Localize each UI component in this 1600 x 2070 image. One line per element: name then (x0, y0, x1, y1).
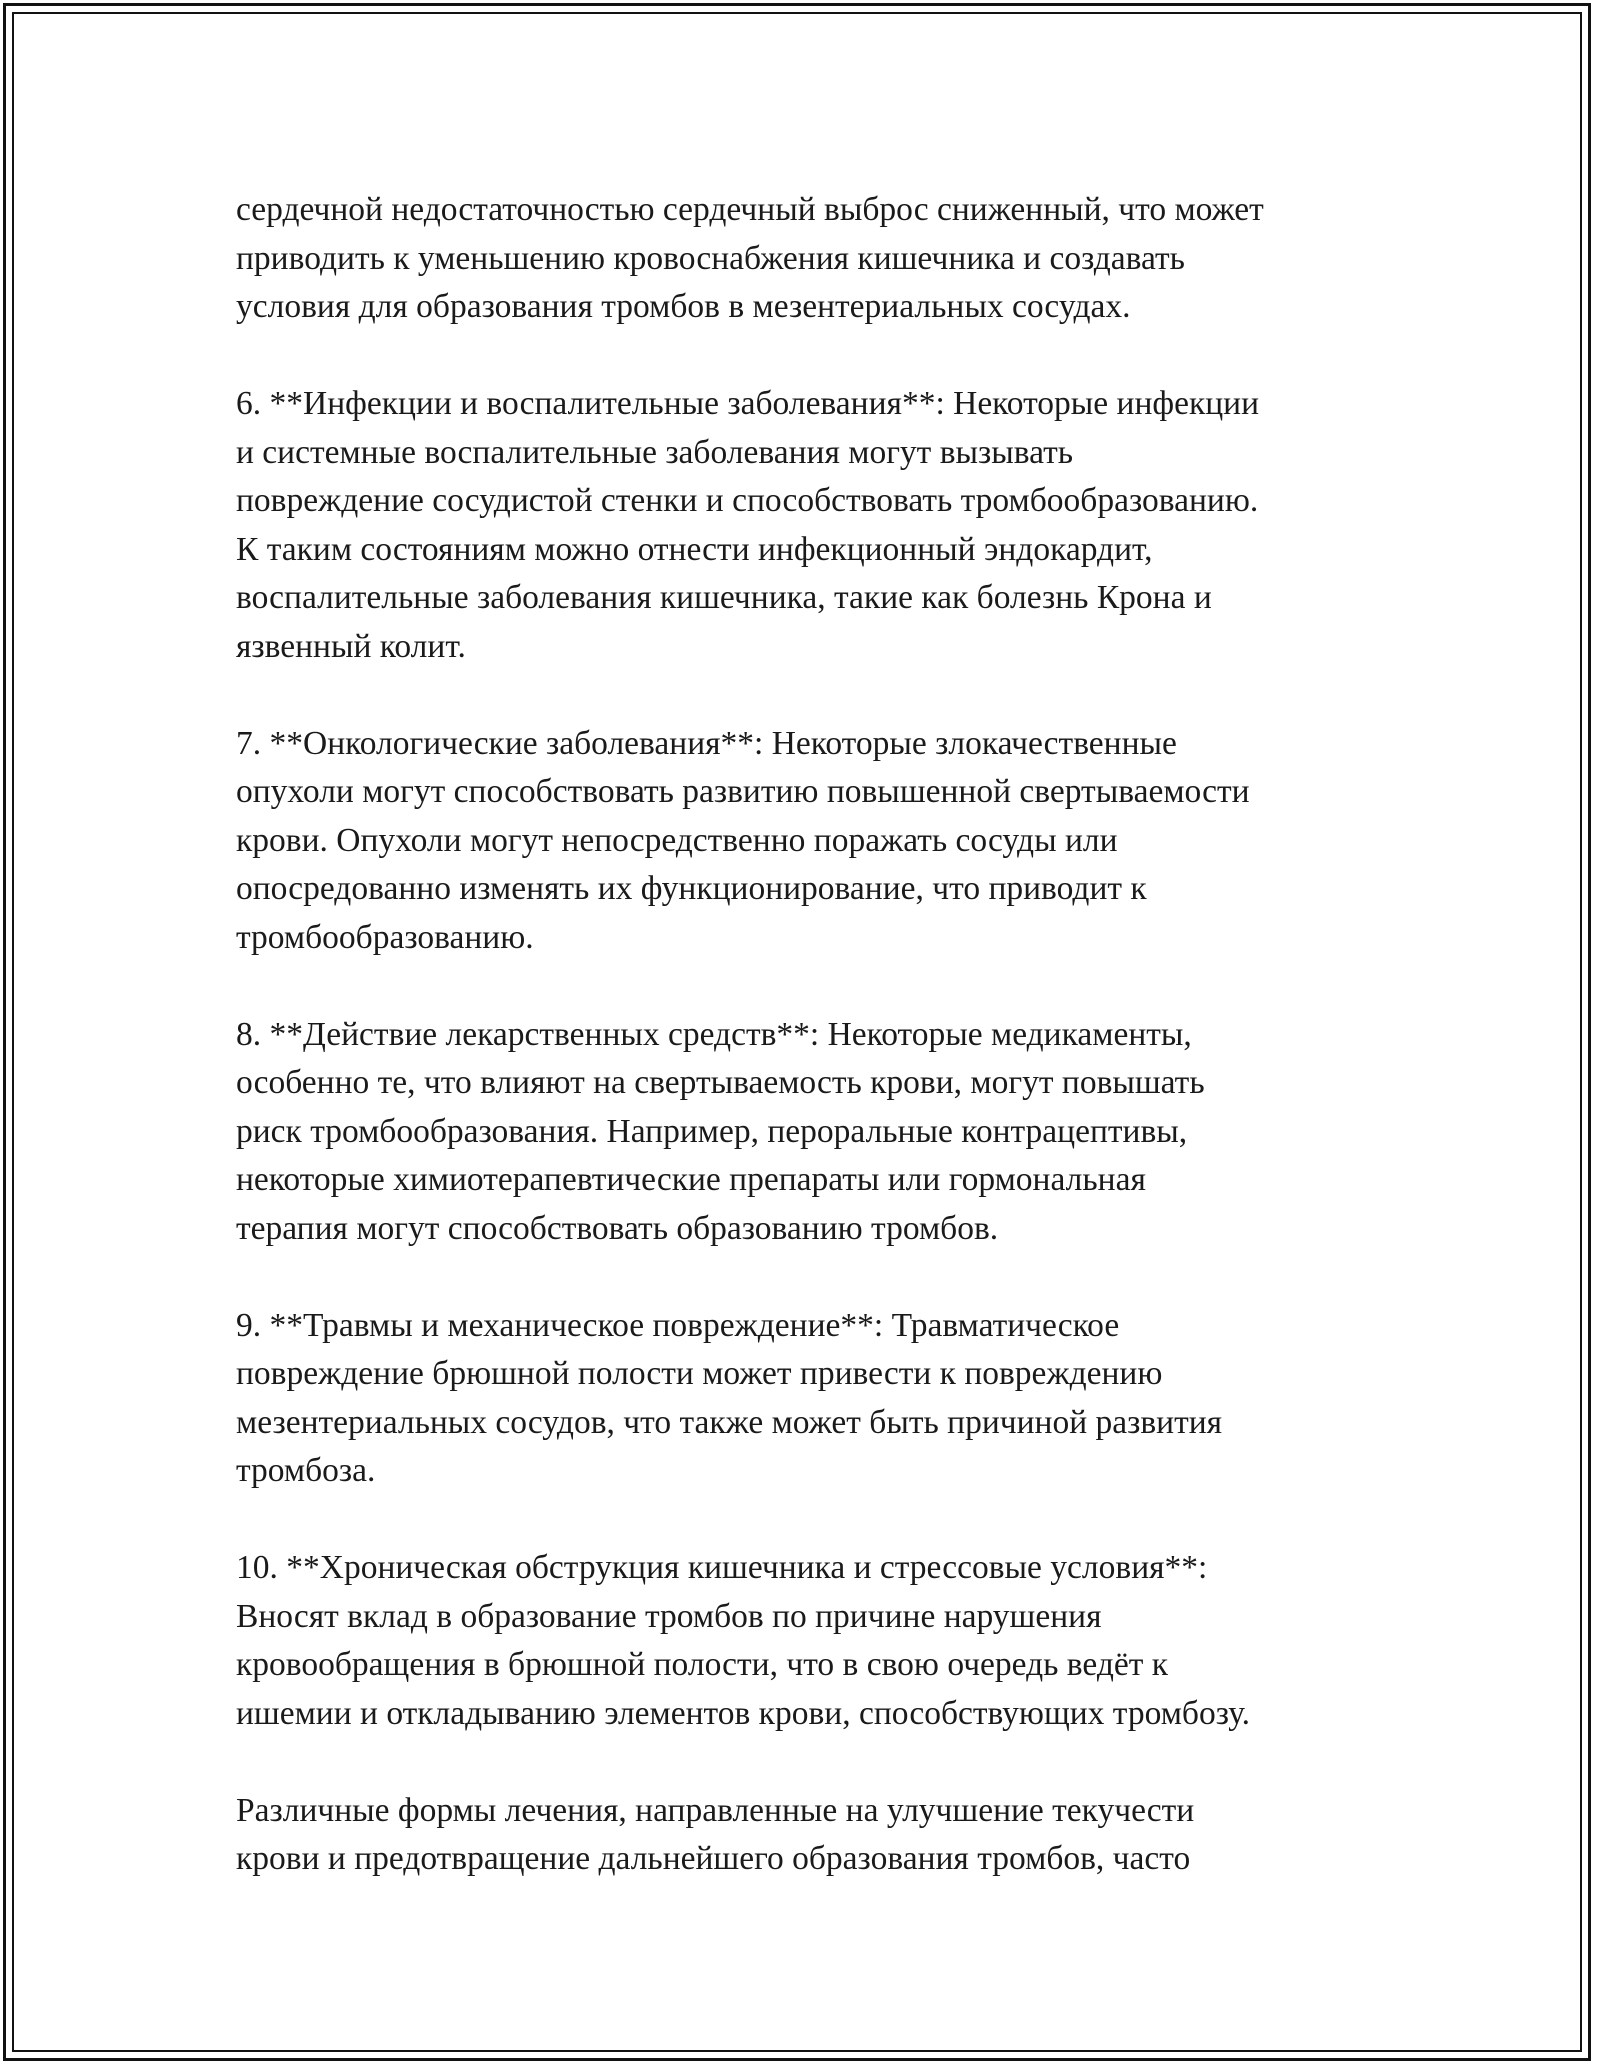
paragraph-item-10: 10. **Хроническая обструкция кишечника и стрессовые условия**: Вносят вклад в образование тромбов по причине нарушения кровообращения в брюшной полости, что в свою очередь ведёт к ишемии и откладыванию элементов крови, способствующих тромбозу. (236, 1549, 1251, 1732)
paragraph-continuation: сердечной недостаточностью сердечный выброс сниженный, что может приводить к уменьшению кровоснабжения кишечника и создавать условия для образования тромбов в мезентериальных сосудах. (236, 191, 1264, 325)
paragraph-item-9: 9. **Травмы и механическое повреждение**: Травматическое повреждение брюшной полости может привести к повреждению мезентериальных сосудов, что также может быть причиной развития тромбоза. (236, 1306, 1223, 1489)
paragraph-item-6: 6. **Инфекции и воспалительные заболевания**: Некоторые инфекции и системные воспалительные заболевания могут вызывать повреждение сосудистой стенки и способствовать тромбообразованию. К таким состояниям можно отнести инфекционный эндокардит, воспалительные заболевания кишечника, такие как болезнь Крона и язвенный колит. (236, 385, 1260, 665)
paragraph-conclusion: Различные формы лечения, направленные на улучшение текучести крови и предотвращение дальнейшего образования тромбов, часто (236, 1791, 1195, 1877)
document-body (236, 186, 1386, 1932)
paragraph-item-7: 7. **Онкологические заболевания**: Некоторые злокачественные опухоли могут способствовать развитию повышенной свертываемости крови. Опухоли могут непосредственно поражать сосуды или опосредованно изменять их функционирование, что приводит к тромбообразованию. (236, 724, 1250, 956)
paragraph-item-8: 8. **Действие лекарственных средств**: Некоторые медикаменты, особенно те, что влияют на свертываемость крови, могут повышать риск тромбообразования. Например, пероральные контрацептивы, некоторые химиотерапевтические препараты или гормональная терапия могут способствовать образованию тромбов. (236, 1015, 1205, 1247)
